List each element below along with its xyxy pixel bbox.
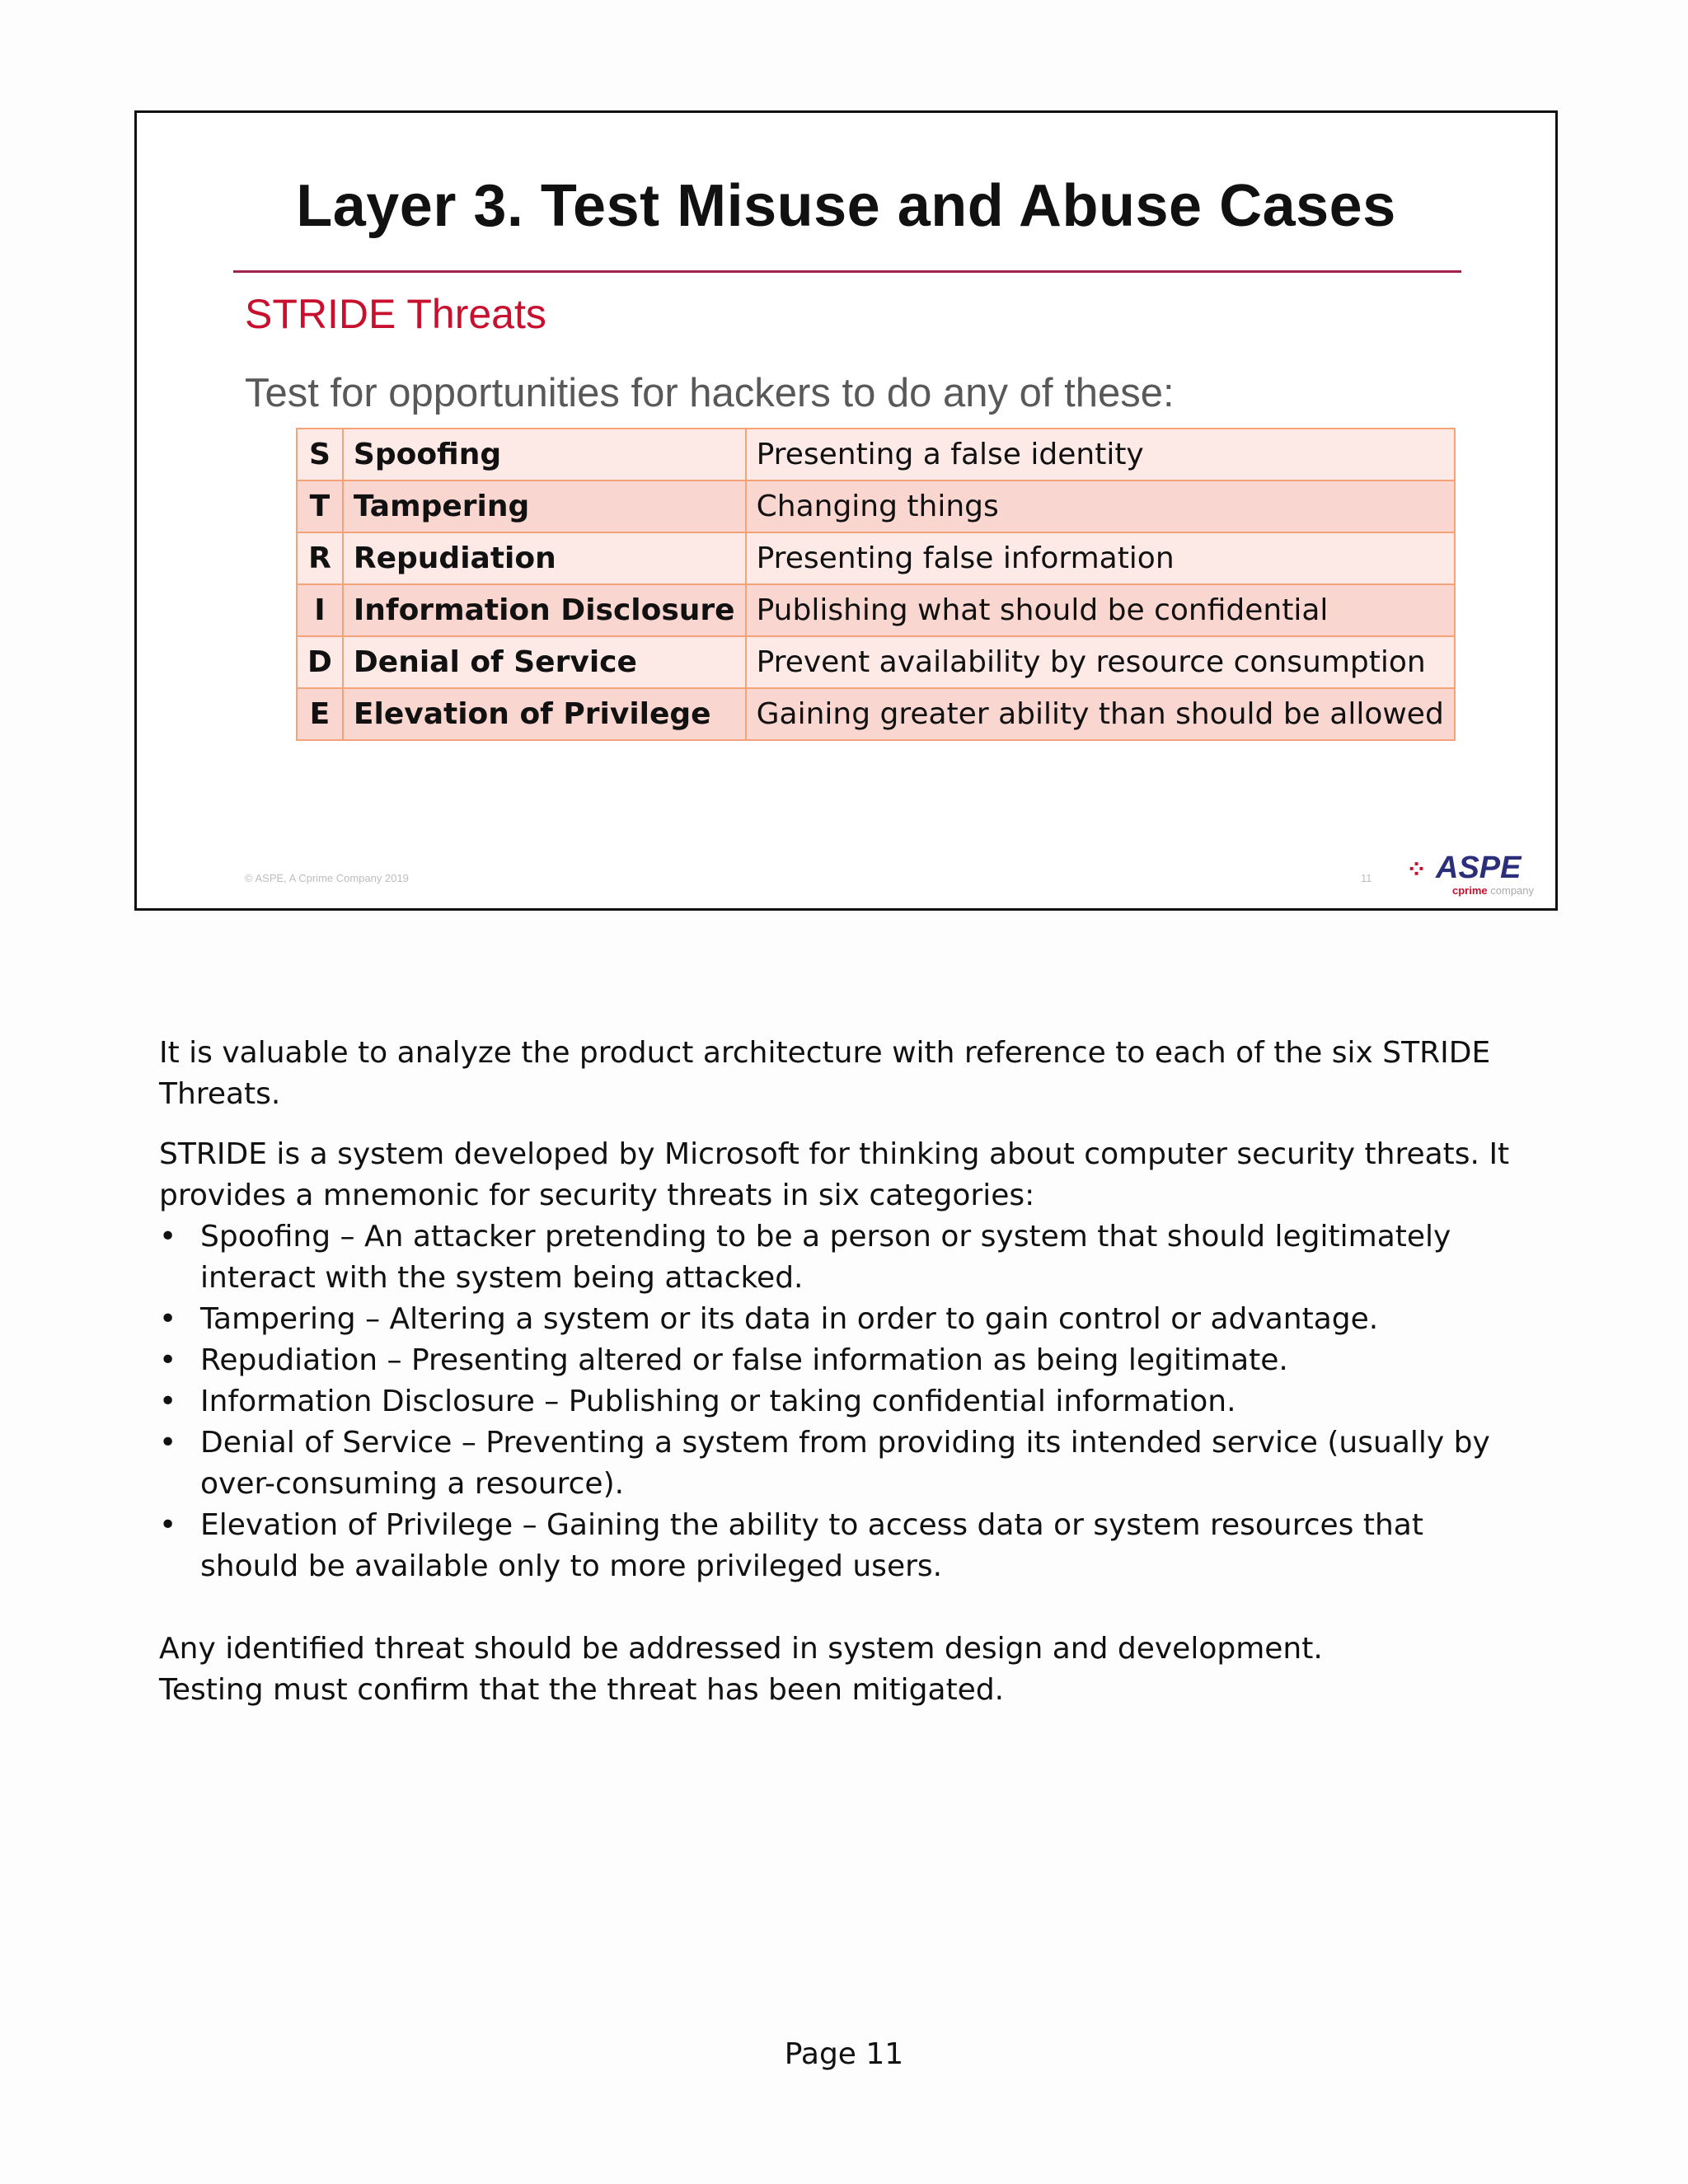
stride-letter: E <box>297 688 343 740</box>
stride-intro-paragraph: STRIDE is a system developed by Microsoft for thinking about computer security threats. It provides a mnemonic for security threats in six categories: <box>159 1137 1510 1212</box>
stride-threat-description: Gaining greater ability than should be allowed <box>746 688 1455 740</box>
stride-row-tampering <box>297 480 1455 532</box>
stride-letter: R <box>297 532 343 584</box>
stride-letter: I <box>297 584 343 636</box>
stride-letter: D <box>297 636 343 688</box>
page-number: Page 11 <box>784 2037 904 2071</box>
stride-threat-description: Publishing what should be confidential <box>746 584 1455 636</box>
list-item: • Spoofing – An attacker pretending to be a person or system that should legitimately interact with the system being attacked. <box>159 1216 1527 1299</box>
stride-row-denial-of-service <box>297 636 1455 688</box>
aspe-logo <box>1406 849 1535 898</box>
intro-paragraph: It is valuable to analyze the product architecture with reference to each of the six STRIDE Threats. <box>159 1036 1491 1111</box>
stride-row-elevation-of-privilege <box>297 688 1455 740</box>
list-item: • Elevation of Privilege – Gaining the ability to access data or system resources that should be available only to more privileged users. <box>159 1505 1527 1587</box>
stride-letter: T <box>297 480 343 532</box>
stride-row-repudiation <box>297 532 1455 584</box>
closing-line-1: Any identified threat should be addressed in system design and development. <box>159 1632 1323 1666</box>
stride-threat-description: Presenting a false identity <box>746 429 1455 480</box>
stride-threat-name: Repudiation <box>343 532 746 584</box>
stride-table <box>296 428 1456 741</box>
stride-threat-description: Presenting false information <box>746 532 1455 584</box>
threat-list <box>159 1216 1527 1587</box>
document-body <box>159 1033 1527 1711</box>
slide-title: Layer 3. Test Misuse and Abuse Cases <box>296 173 1396 239</box>
aspe-logo-icon: ⁘ <box>1406 856 1425 883</box>
stride-threat-name: Spoofing <box>343 429 746 480</box>
stride-threat-name: Elevation of Privilege <box>343 688 746 740</box>
stride-threat-description: Prevent availability by resource consumption <box>746 636 1455 688</box>
slide-subtitle: STRIDE Threats <box>245 291 546 337</box>
stride-row-information-disclosure <box>297 584 1455 636</box>
list-item: • Tampering – Altering a system or its data in order to gain control or advantage. <box>159 1299 1527 1340</box>
slide-lead-text: Test for opportunities for hackers to do any of these: <box>245 371 1175 415</box>
slide-image <box>134 110 1558 911</box>
stride-threat-name: Information Disclosure <box>343 584 746 636</box>
stride-letter: S <box>297 429 343 480</box>
list-item: • Denial of Service – Preventing a system from providing its intended service (usually by over-consuming a resource). <box>159 1422 1527 1505</box>
cprime-logo-wordmark: cprime company <box>1452 884 1535 897</box>
title-divider <box>233 270 1461 273</box>
stride-row-spoofing <box>297 429 1455 480</box>
slide-copyright: © ASPE, A Cprime Company 2019 <box>245 872 409 884</box>
stride-threat-name: Denial of Service <box>343 636 746 688</box>
closing-line-2: Testing must confirm that the threat has been mitigated. <box>159 1673 1005 1707</box>
aspe-logo-wordmark: ASPE <box>1436 851 1522 885</box>
list-item: • Repudiation – Presenting altered or false information as being legitimate. <box>159 1340 1527 1381</box>
list-item: • Information Disclosure – Publishing or taking confidential information. <box>159 1381 1527 1422</box>
stride-threat-description: Changing things <box>746 480 1455 532</box>
slide-number: 11 <box>1361 872 1372 884</box>
stride-threat-name: Tampering <box>343 480 746 532</box>
